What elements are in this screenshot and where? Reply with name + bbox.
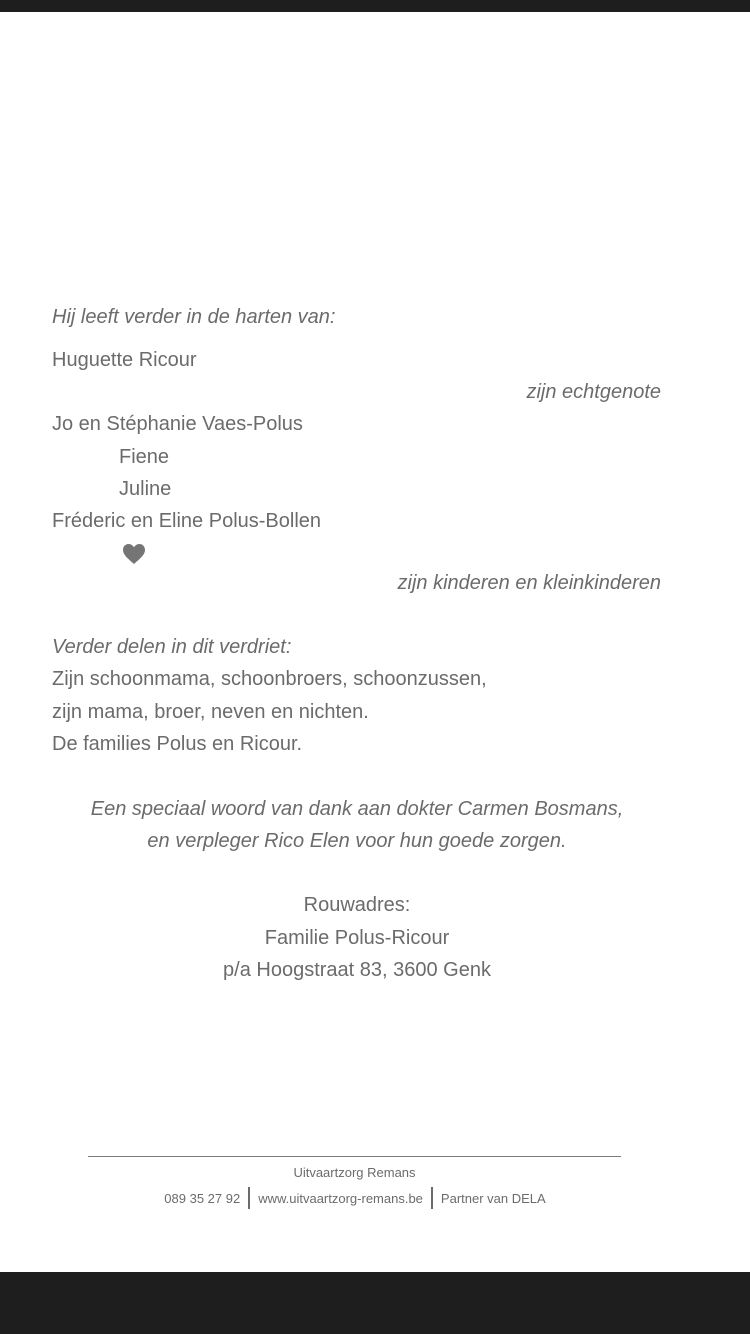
thanks-line-2: en verpleger Rico Elen voor hun goede zorgen. [147,830,567,852]
grandchild-1: Fiene [119,446,170,468]
footer-divider [88,1156,621,1157]
footer-phone: 089 35 27 92 [164,1190,241,1206]
address-street: p/a Hoogstraat 83, 3600 Genk [223,959,491,981]
child-family-2: Fréderic en Eline Polus-Bollen [52,510,322,532]
footer-separator [248,1187,250,1209]
spouse-role: zijn echtgenote [526,381,661,403]
footer-separator [431,1187,433,1209]
spouse-name: Huguette Ricour [52,349,197,371]
others-line-2: zijn mama, broer, neven en nichten. [52,701,369,723]
footer-partner: Partner van DELA [440,1190,546,1206]
heart-icon [122,543,146,565]
address-label: Rouwadres: [303,894,411,916]
footer-website[interactable]: www.uitvaartzorg-remans.be [258,1190,423,1206]
grandchild-2: Juline [119,478,172,500]
others-line-3: De families Polus en Ricour. [52,733,303,755]
top-bar [0,0,750,12]
children-role: zijn kinderen en kleinkinderen [397,572,661,594]
others-line-1: Zijn schoonmama, schoonbroers, schoonzussen, [52,668,487,690]
thanks-line-1: Een speciaal woord van dank aan dokter Carmen Bosmans, [90,798,624,820]
intro-text: Hij leeft verder in de harten van: [52,306,336,328]
address-name: Familie Polus-Ricour [264,927,450,949]
bottom-bar [0,1272,750,1334]
others-heading: Verder delen in dit verdriet: [52,636,292,658]
footer-company: Uitvaartzorg Remans [293,1165,416,1180]
child-family-1: Jo en Stéphanie Vaes-Polus [52,413,303,435]
footer-contact-row [0,1187,710,1209]
